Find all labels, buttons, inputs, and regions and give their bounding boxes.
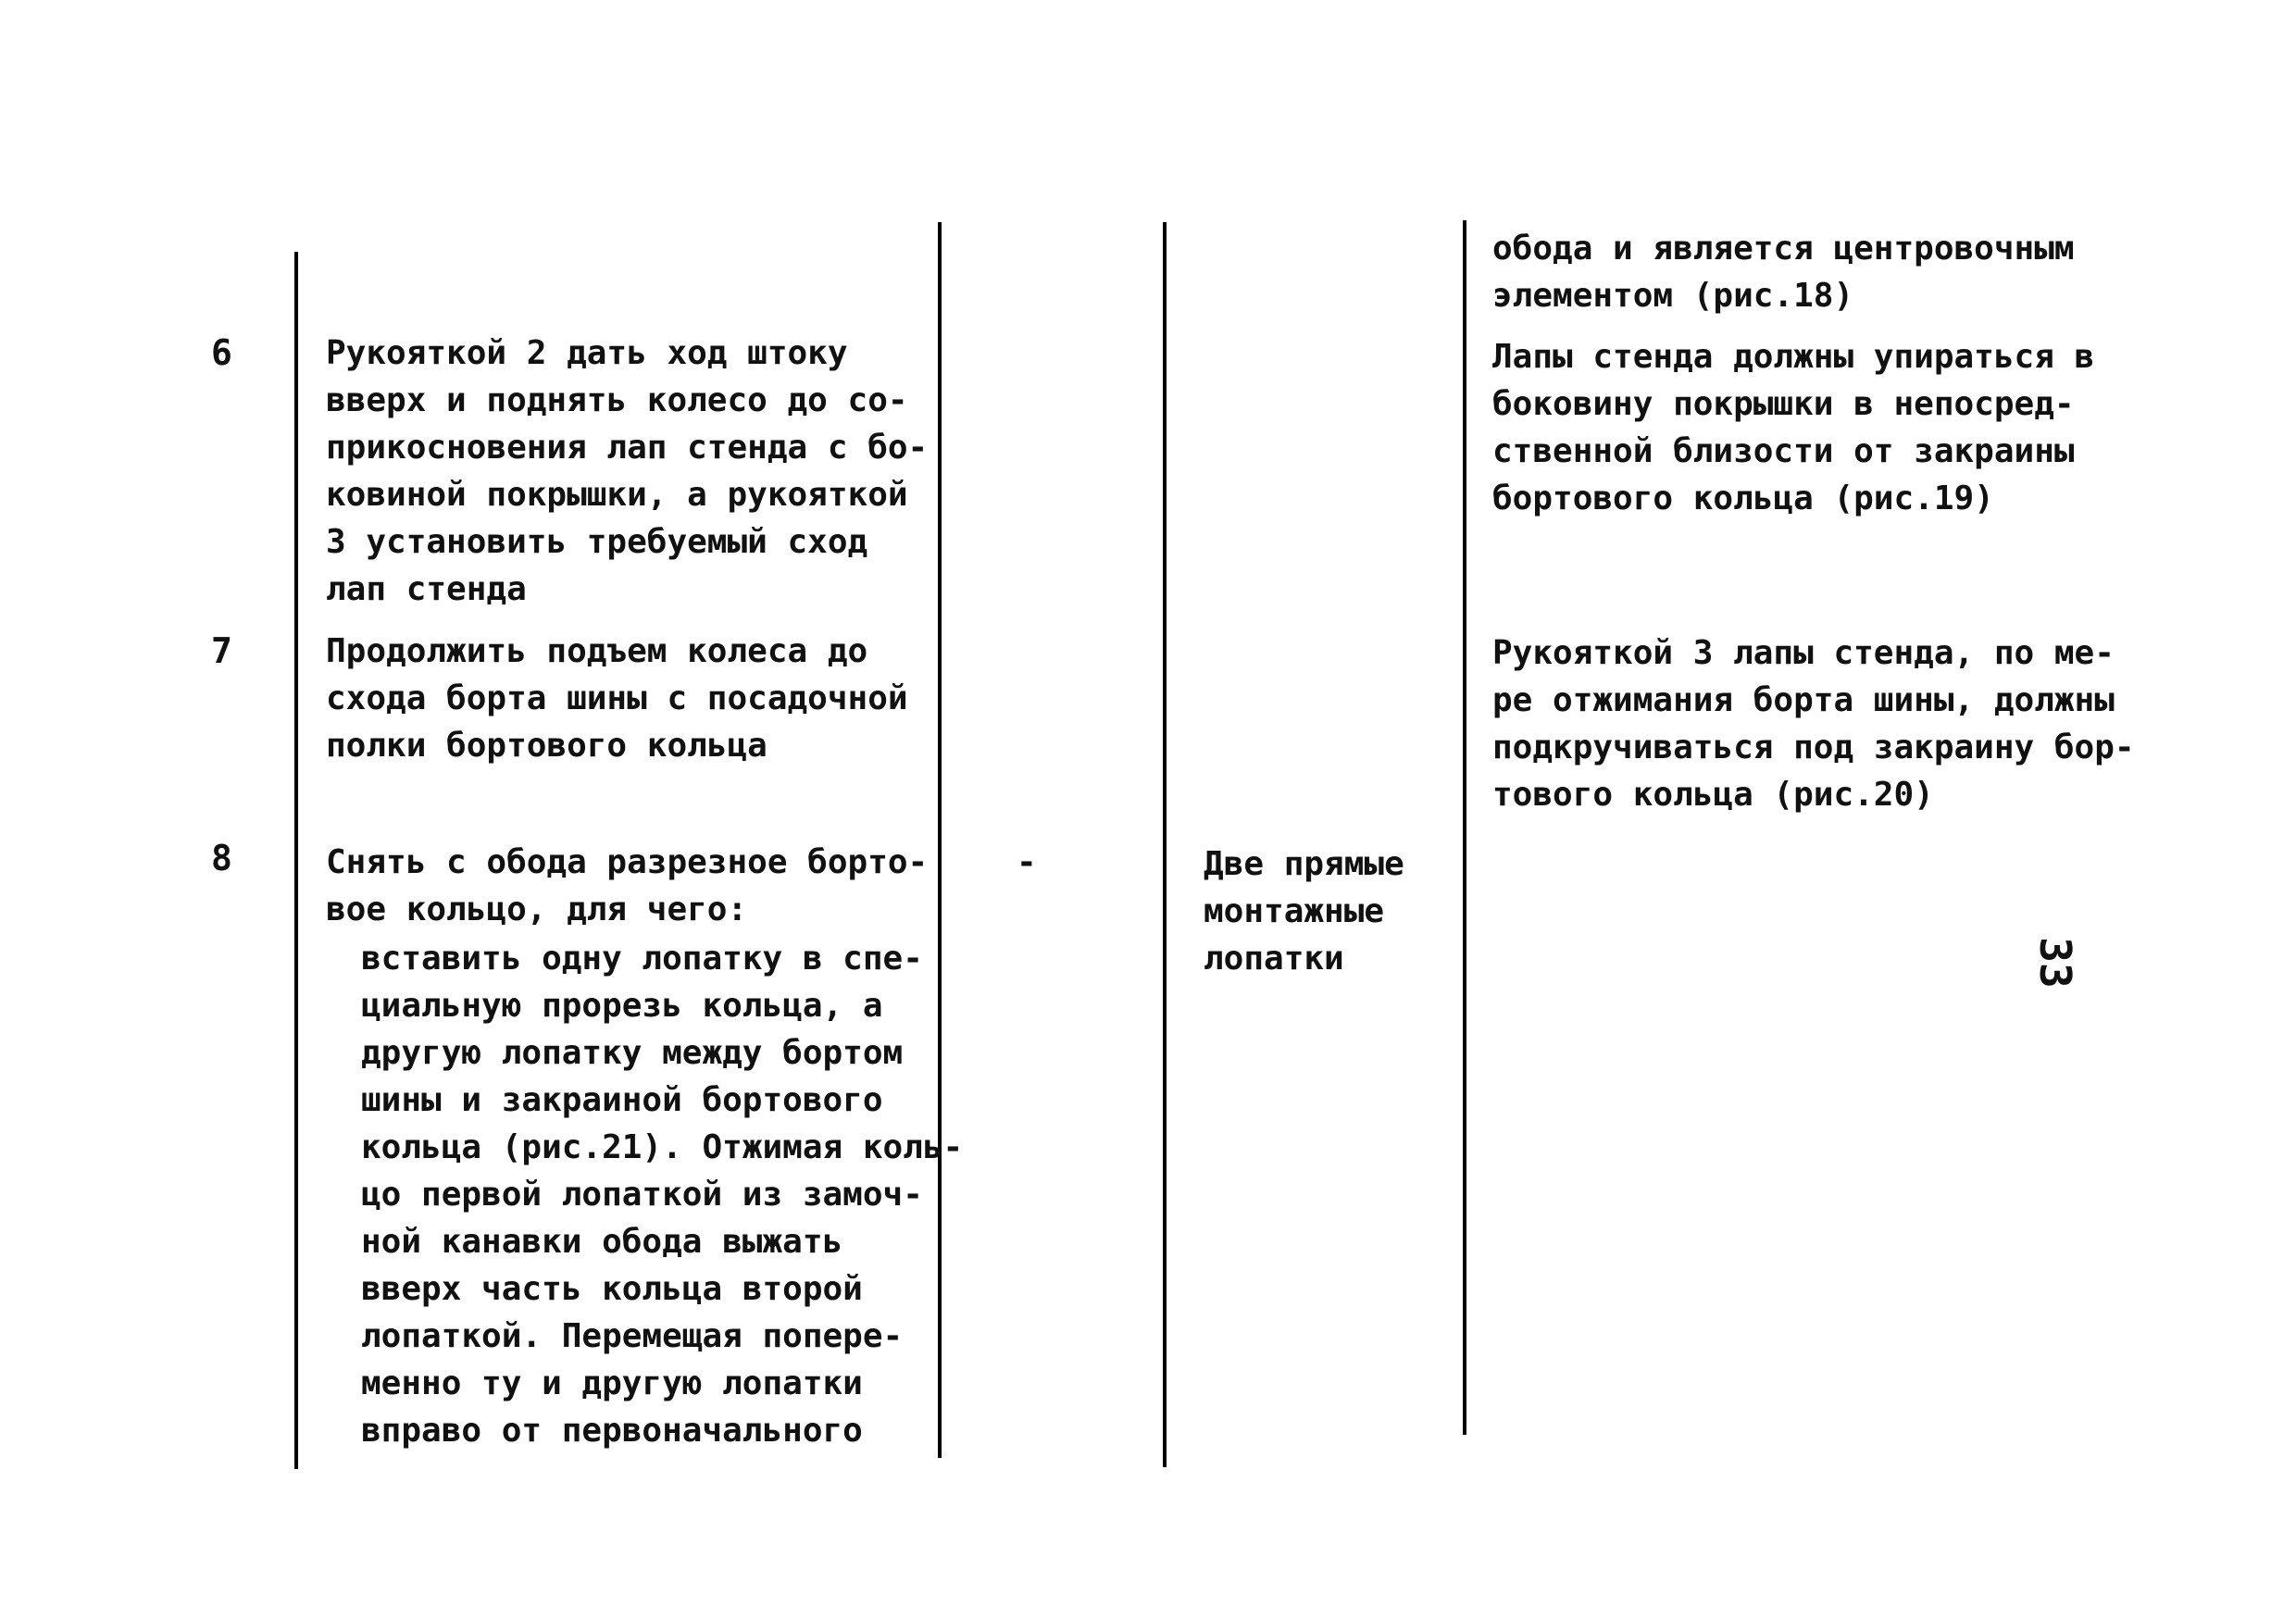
step-action-detail: вставить одну лопатку в спе- циальную прорезь кольца, а другую лопатку между бортом шины и закраиной бортового кольца (рис.21). Отжимая коль- цо первой лопаткой из замоч- ной канавки обода выжать вверх часть кольца второй лопаткой. Перемещая попере- менно ту и другую лопатки вправо от первоначального <box>361 940 964 1450</box>
column-rule-1 <box>294 252 298 1469</box>
step-action: Рукояткой 2 дать ход штоку вверх и поднять колесо до со- прикосновения лап стенда с бо- ковиной покрышки, а рукояткой 3 установить требуемый сход лап стенда <box>326 334 929 608</box>
step-number: 6 <box>211 332 232 373</box>
step-tools: Две прямые монтажные лопатки <box>1204 845 1404 978</box>
step-action-intro: Снять с обода разрезное борто- вое кольцо, для чего: <box>326 843 929 928</box>
column-rule-4 <box>1463 220 1466 1435</box>
step-number: 8 <box>211 838 232 878</box>
step-dash: - <box>1017 843 1037 881</box>
requirement-carryover: обода и является центровочным элементом (рис.18) <box>1492 230 2075 315</box>
step-action: Продолжить подъем колеса до схода борта шины с посадочной полки бортового кольца <box>326 632 908 765</box>
step-requirement: Лапы стенда должны упираться в боковину покрышки в непосред- ственной близости от закраины бортового кольца (рис.19) <box>1492 338 2095 517</box>
column-rule-3 <box>1163 222 1167 1467</box>
page-number: 33 <box>2030 937 2080 989</box>
step-requirement: Рукояткой 3 лапы стенда, по ме- ре отжимания борта шины, должны подкручиваться под закраину бор- тового кольца (рис.20) <box>1492 634 2135 814</box>
step-number: 7 <box>211 630 232 671</box>
